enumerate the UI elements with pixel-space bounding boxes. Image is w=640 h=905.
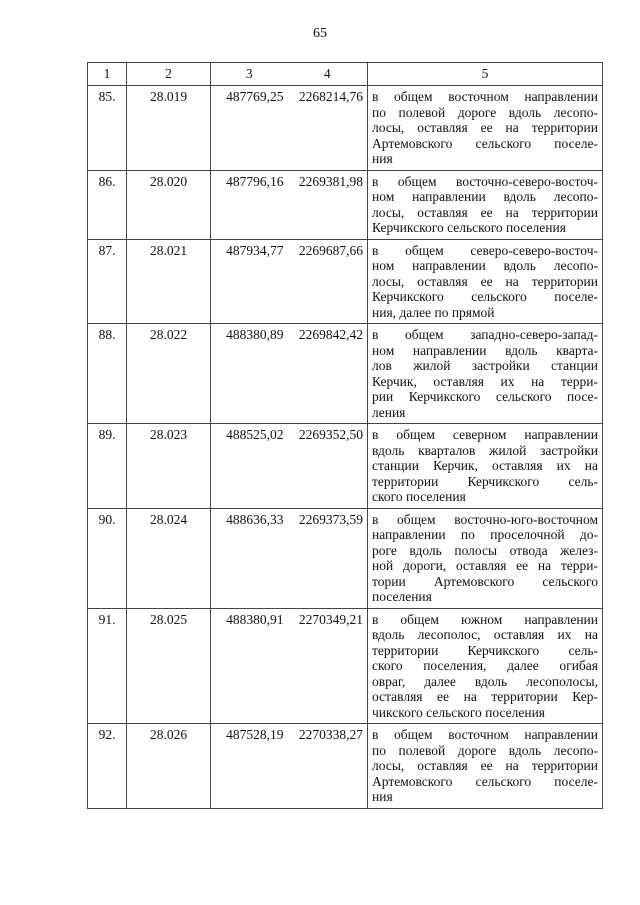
route-description: [368, 424, 603, 509]
description-line: в общем южном направлении: [372, 611, 598, 627]
coordinate-x: 487934,77: [211, 239, 288, 324]
description-line: в общем восточно-юго-восточном: [372, 511, 598, 527]
table-row: [88, 86, 603, 171]
route-description: [368, 86, 603, 171]
route-description: [368, 170, 603, 239]
point-code: 28.019: [127, 86, 211, 171]
coordinate-y: 2269381,98: [288, 170, 368, 239]
coordinate-x: 488380,89: [211, 324, 288, 424]
coordinate-x: 488380,91: [211, 608, 288, 724]
description-line: в общем северном направлении: [372, 427, 598, 442]
table-row: [88, 424, 603, 509]
row-number: 90.: [88, 508, 127, 608]
description-line: территории Керчикского сель-: [372, 473, 598, 489]
row-number: 89.: [88, 424, 127, 509]
point-code: 28.025: [127, 608, 211, 724]
table-row: [88, 324, 603, 424]
description-line: ном направлении вдоль лесопо-: [372, 258, 598, 273]
point-code: 28.020: [127, 170, 211, 239]
route-description: [368, 608, 603, 724]
description-line: ского поселения: [372, 489, 466, 504]
row-number: 86.: [88, 170, 127, 239]
description-line: ления: [372, 404, 406, 420]
point-code: 28.024: [127, 508, 211, 608]
coordinate-x: 487528,19: [211, 724, 288, 809]
description-line: в общем восточном направлении: [372, 727, 598, 742]
coordinate-x: 488525,02: [211, 424, 288, 509]
table-row: [88, 724, 603, 809]
coordinate-y: 2268214,76: [288, 86, 368, 171]
description-line: ном направлении вдоль кварта-: [372, 342, 598, 358]
description-line: лосы, оставляя ее на территории: [372, 273, 598, 289]
description-line: ной дороги, оставляя ее на терри-: [372, 558, 598, 573]
description-line: роге вдоль полосы отвода желез-: [372, 542, 598, 558]
route-description: [368, 724, 603, 809]
description-line: в общем северо-северо-восточ-: [372, 242, 598, 258]
table-row: [88, 239, 603, 324]
row-number: 85.: [88, 86, 127, 171]
column-header: 1: [88, 63, 127, 86]
description-line: в общем восточном направлении: [372, 89, 598, 104]
description-line: вдоль кварталов жилой застройки: [372, 442, 598, 458]
description-line: тории Артемовского сельского: [372, 573, 598, 589]
description-line: поселения: [372, 589, 432, 604]
point-code: 28.022: [127, 324, 211, 424]
description-line: ния: [372, 151, 393, 166]
row-number: 87.: [88, 239, 127, 324]
column-header: 3: [211, 63, 288, 86]
coordinate-y: 2269687,66: [288, 239, 368, 324]
column-header: 2: [127, 63, 211, 86]
description-line: лосы, оставляя ее на территории: [372, 120, 598, 135]
description-line: по полевой дороге вдоль лесопо-: [372, 742, 598, 758]
description-line: Артемовского сельского поселе-: [372, 135, 598, 151]
description-line: по полевой дороге вдоль лесопо-: [372, 104, 598, 120]
point-code: 28.023: [127, 424, 211, 509]
description-line: рии Керчикского сельского посе-: [372, 389, 598, 404]
table-row: [88, 170, 603, 239]
route-description: [368, 508, 603, 608]
description-line: овраг, далее вдоль лесополосы,: [372, 673, 598, 689]
description-line: ния: [372, 789, 393, 804]
column-header: 5: [368, 63, 603, 86]
description-line: лосы, оставляя ее на территории: [372, 204, 598, 220]
description-line: оставляя ее на территории Кер-: [372, 689, 598, 704]
description-line: Керчикского сельского поселения: [372, 220, 566, 235]
description-line: территории Керчикского сель-: [372, 642, 598, 658]
table-row: [88, 508, 603, 608]
coordinate-y: 2269842,42: [288, 324, 368, 424]
description-line: чикского сельского поселения: [372, 704, 546, 720]
description-line: в общем западно-северо-запад-: [372, 327, 598, 342]
coordinate-y: 2270338,27: [288, 724, 368, 809]
point-code: 28.026: [127, 724, 211, 809]
coordinate-x: 487769,25: [211, 86, 288, 171]
description-line: направлении по проселочной до-: [372, 527, 598, 542]
row-number: 88.: [88, 324, 127, 424]
coordinate-y: 2270349,21: [288, 608, 368, 724]
description-line: ского поселения, далее огибая: [372, 658, 598, 673]
table-row: [88, 608, 603, 724]
description-line: лов жилой застройки станции: [372, 358, 598, 373]
description-line: ния, далее по прямой: [372, 304, 495, 320]
description-line: лосы, оставляя ее на территории: [372, 758, 598, 773]
description-line: ном направлении вдоль лесопо-: [372, 189, 598, 204]
description-line: станции Керчик, оставляя их на: [372, 458, 598, 473]
description-line: Керчик, оставляя их на терри-: [372, 373, 598, 389]
row-number: 92.: [88, 724, 127, 809]
row-number: 91.: [88, 608, 127, 724]
coordinate-x: 487796,16: [211, 170, 288, 239]
point-code: 28.021: [127, 239, 211, 324]
coordinate-y: 2269373,59: [288, 508, 368, 608]
page-number: 65: [313, 26, 327, 41]
column-header: 4: [288, 63, 368, 86]
route-description: [368, 324, 603, 424]
coordinate-x: 488636,33: [211, 508, 288, 608]
description-line: в общем восточно-северо-восточ-: [372, 173, 598, 189]
description-line: вдоль лесополос, оставляя их на: [372, 627, 598, 642]
description-line: Артемовского сельского поселе-: [372, 773, 598, 789]
table-header-row: [88, 63, 603, 86]
route-description: [368, 239, 603, 324]
boundary-table: [87, 62, 603, 809]
coordinate-y: 2269352,50: [288, 424, 368, 509]
description-line: Керчикского сельского поселе-: [372, 289, 598, 304]
